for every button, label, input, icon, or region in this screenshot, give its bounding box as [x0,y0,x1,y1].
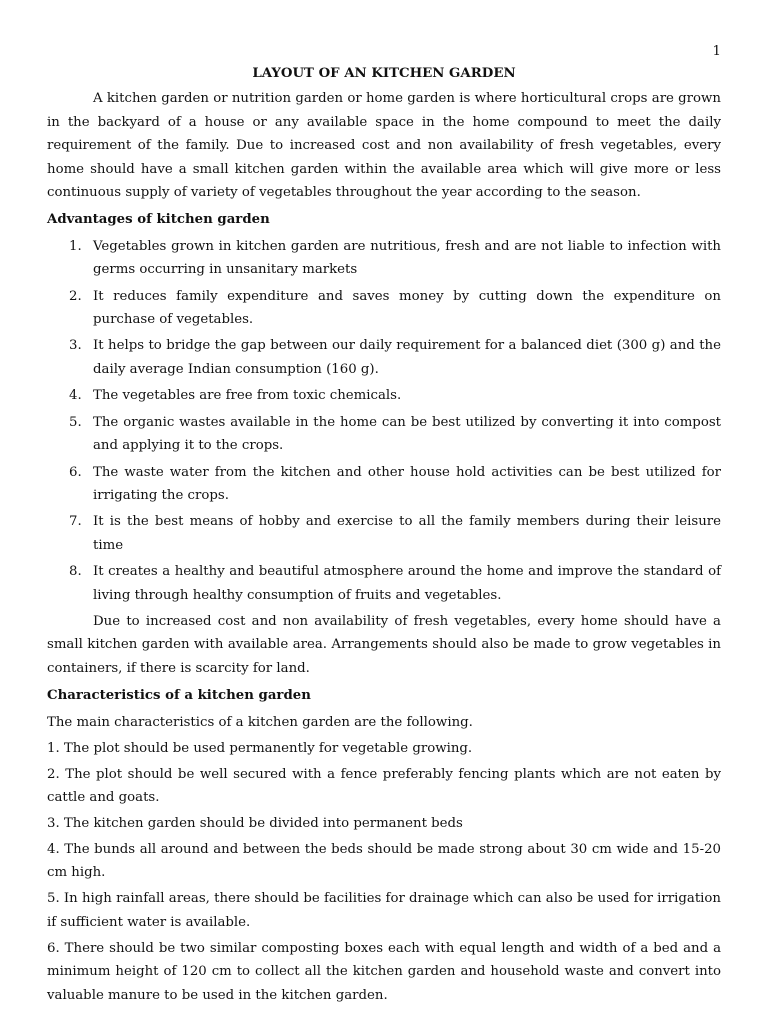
characteristics-section [47,684,721,1007]
list-number: 7. [69,514,82,530]
list-item-text: It is the best means of hobby and exercise to all the family members during their leisure time [93,514,721,553]
list-item-text: It helps to bridge the gap between our daily requirement for a balanced diet (300 g) and the daily average Indian consumption (160 g). [93,338,721,377]
advantage-item-7 [47,510,721,557]
advantages-list [47,235,721,607]
advantages-closing-paragraph: Due to increased cost and non availability of fresh vegetables, every home should have a small kitchen garden with available area. Arrangements should also be made to grow vegetables in containers, if there is scarcity for land. [47,613,721,676]
intro-paragraph: A kitchen garden or nutrition garden or home garden is where horticultural crops are grown in the backyard of a house or any available space in the home compound to meet the daily requirement of the family. Due to increased cost and non availability of fresh vegetables, every home should have a small kitchen garden within the available area which will give more or less continuous supply of variety of vegetables throughout the year according to the season. [47,91,721,201]
list-item-text: The organic wastes available in the home can be best utilized by converting it into compost and applying it to the crops. [93,414,721,454]
characteristic-item-3: 3. The kitchen garden should be divided into permanent beds [47,815,463,831]
list-number: 1. [69,238,82,254]
list-number: 5. [69,414,82,430]
document-page [47,40,721,1010]
list-item-text: It creates a healthy and beautiful atmosphere around the home and improve the standard of living through healthy consumption of fruits and vegetables. [93,564,721,603]
list-number: 8. [69,564,82,580]
advantage-item-2 [47,285,721,332]
characteristic-item-6: 6. There should be two similar composting boxes each with equal length and width of a bed and a minimum height of 120 cm to collect all the kitchen garden and household waste and convert into valuable manure to be used in the kitchen garden. [47,940,721,1003]
list-item-text: Vegetables grown in kitchen garden are nutritious, fresh and are not liable to infection with germs occurring in unsanitary markets [93,238,721,278]
list-item-text: The vegetables are free from toxic chemicals. [93,388,402,404]
characteristic-item-5: 5. In high rainfall areas, there should be facilities for drainage which can also be used for irrigation if sufficient water is available. [47,891,721,930]
characteristic-item-2: 2. The plot should be well secured with a fence preferably fencing plants which are not eaten by cattle and goats. [47,766,721,805]
characteristic-item-1: 1. The plot should be used permanently for vegetable growing. [47,740,473,756]
advantage-item-1 [47,235,721,282]
advantage-item-4 [47,384,721,407]
advantage-item-6 [47,461,721,508]
list-number: 3. [69,338,82,354]
characteristics-heading: Characteristics of a kitchen garden [47,688,311,704]
advantage-item-3 [47,334,721,381]
list-number: 2. [69,288,82,304]
page-number: 1 [712,44,721,59]
list-number: 6. [69,464,82,480]
list-item-text: It reduces family expenditure and saves money by cutting down the expenditure on purchase of vegetables. [93,288,721,328]
characteristic-item-4: 4. The bunds all around and between the beds should be made strong about 30 cm wide and 15-20 cm high. [47,841,721,881]
list-item-text: The waste water from the kitchen and other house hold activities can be best utilized for irrigating the crops. [93,464,721,503]
page-title: LAYOUT OF AN KITCHEN GARDEN [252,66,516,81]
characteristics-intro: The main characteristics of a kitchen garden are the following. [47,714,473,730]
advantages-heading: Advantages of kitchen garden [47,212,270,228]
list-number: 4. [69,388,82,404]
advantage-item-8 [47,560,721,607]
advantage-item-5 [47,411,721,458]
